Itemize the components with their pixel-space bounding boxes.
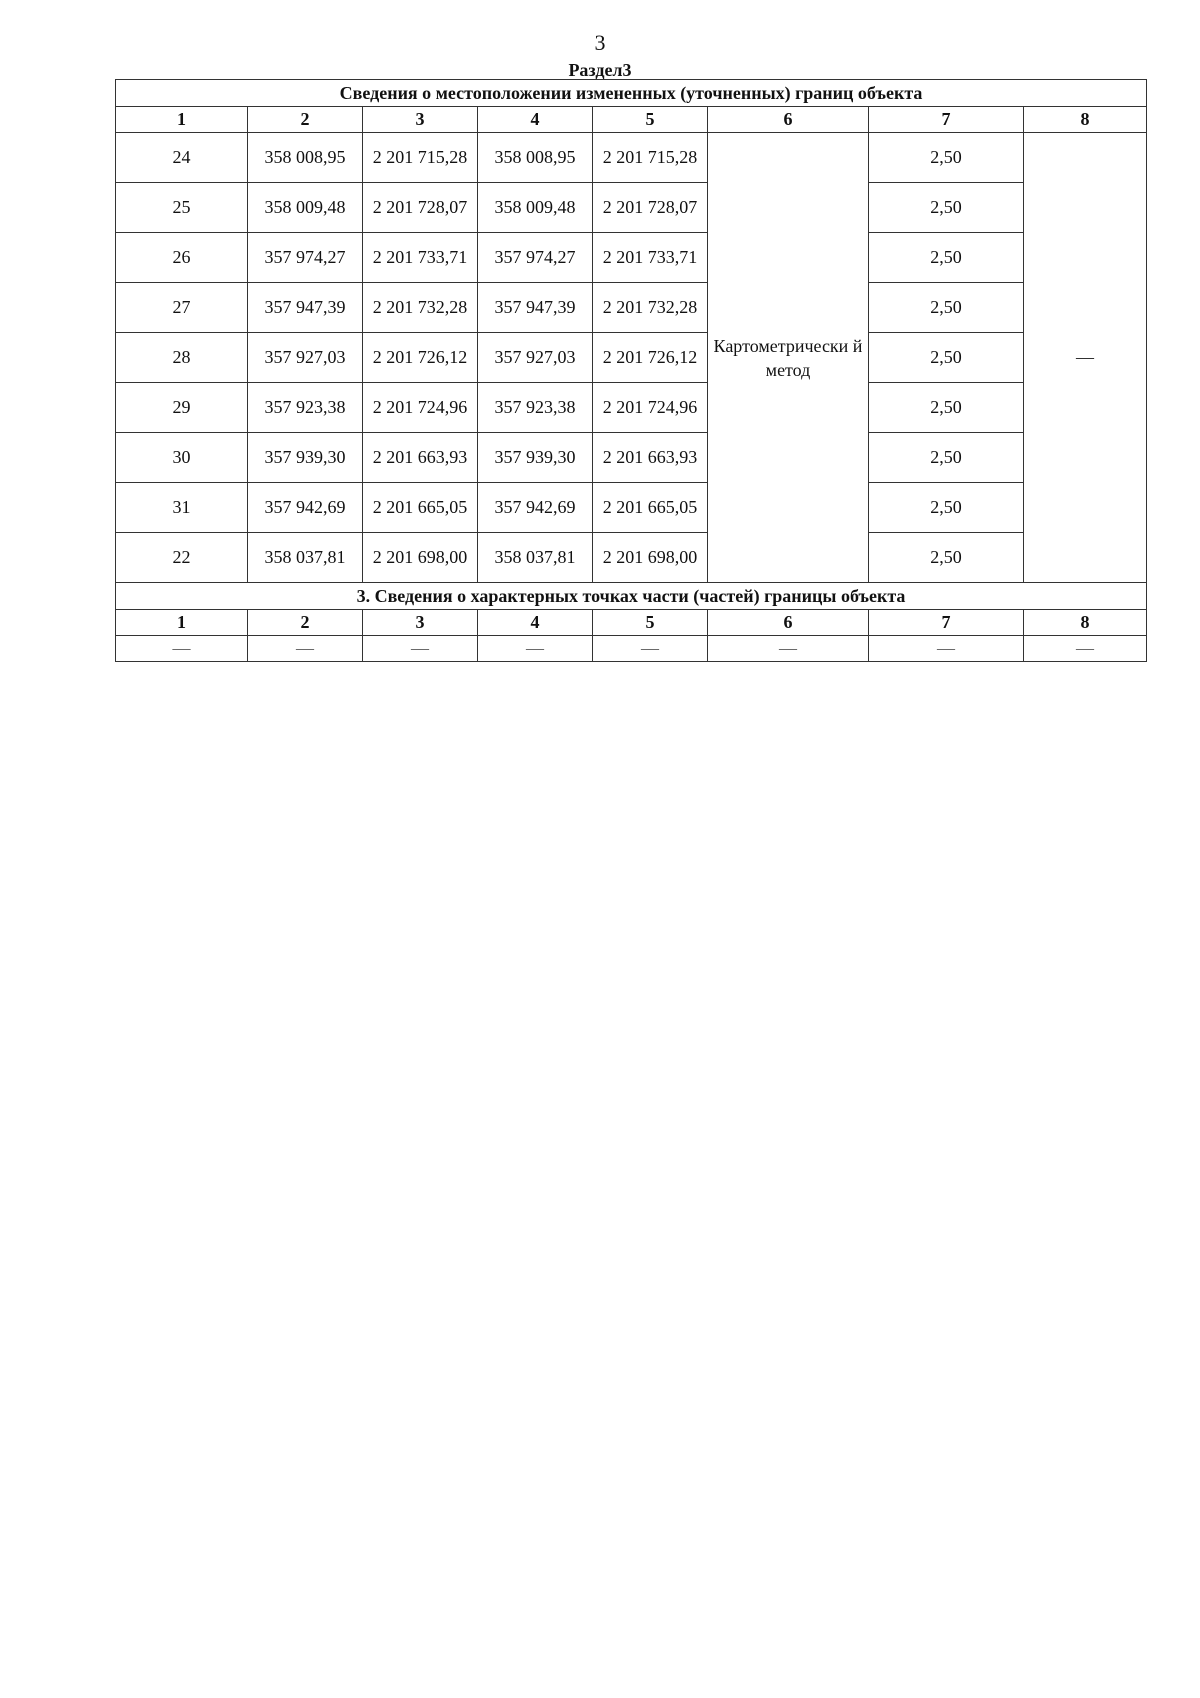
table-row <box>116 383 1147 433</box>
column-number: 4 <box>478 610 593 636</box>
empty-cell: — <box>593 636 708 662</box>
accuracy-cell: 2,50 <box>869 233 1024 283</box>
column-number: 6 <box>708 107 869 133</box>
accuracy-cell: 2,50 <box>869 383 1024 433</box>
table-body <box>116 80 1147 583</box>
section3-title: 3. Сведения о характерных точках части (частей) границы объекта <box>116 583 1147 610</box>
coordinate-cell: 358 008,95 <box>248 133 363 183</box>
coordinate-cell: 357 974,27 <box>478 233 593 283</box>
empty-cell: — <box>1024 636 1147 662</box>
column-number: 7 <box>869 107 1024 133</box>
point-number-cell: 25 <box>116 183 248 233</box>
point-number-cell: 26 <box>116 233 248 283</box>
coordinate-cell: 2 201 733,71 <box>363 233 478 283</box>
column-number: 5 <box>593 610 708 636</box>
table-row <box>116 433 1147 483</box>
section3-column-number-row <box>116 610 1147 636</box>
column-number: 6 <box>708 610 869 636</box>
table-row <box>116 483 1147 533</box>
column-number: 3 <box>363 610 478 636</box>
coordinate-cell: 357 927,03 <box>248 333 363 383</box>
coordinate-cell: 2 201 726,12 <box>363 333 478 383</box>
section3-empty-row <box>116 636 1147 662</box>
coordinate-cell: 2 201 665,05 <box>363 483 478 533</box>
point-number-cell: 22 <box>116 533 248 583</box>
coordinate-cell: 2 201 724,96 <box>593 383 708 433</box>
point-number-cell: 27 <box>116 283 248 333</box>
section-label: Раздел3 <box>568 60 632 80</box>
coordinate-cell: 358 037,81 <box>478 533 593 583</box>
coordinate-cell: 2 201 726,12 <box>593 333 708 383</box>
coordinate-cell: 357 947,39 <box>478 283 593 333</box>
accuracy-cell: 2,50 <box>869 433 1024 483</box>
empty-cell: — <box>116 636 248 662</box>
coordinate-cell: 357 942,69 <box>478 483 593 533</box>
empty-cell: — <box>869 636 1024 662</box>
table-row <box>116 283 1147 333</box>
column-number: 1 <box>116 610 248 636</box>
coordinate-cell: 357 947,39 <box>248 283 363 333</box>
column-number: 3 <box>363 107 478 133</box>
table-title-row <box>116 80 1147 107</box>
coordinate-cell: 2 201 698,00 <box>593 533 708 583</box>
empty-cell: — <box>708 636 869 662</box>
coordinate-cell: 357 942,69 <box>248 483 363 533</box>
point-number-cell: 29 <box>116 383 248 433</box>
accuracy-cell: 2,50 <box>869 183 1024 233</box>
empty-cell: — <box>478 636 593 662</box>
coordinate-cell: 2 201 732,28 <box>363 283 478 333</box>
method-cell: Картометрически й метод <box>708 133 869 583</box>
coordinate-cell: 358 037,81 <box>248 533 363 583</box>
point-number-cell: 31 <box>116 483 248 533</box>
coordinate-cell: 2 201 698,00 <box>363 533 478 583</box>
table-row <box>116 183 1147 233</box>
coordinate-cell: 357 974,27 <box>248 233 363 283</box>
column8-cell: — <box>1024 133 1147 583</box>
point-number-cell: 30 <box>116 433 248 483</box>
point-number-cell: 28 <box>116 333 248 383</box>
coordinate-cell: 358 009,48 <box>248 183 363 233</box>
coordinate-cell: 2 201 663,93 <box>593 433 708 483</box>
column-number: 2 <box>248 107 363 133</box>
coordinate-cell: 2 201 715,28 <box>593 133 708 183</box>
table-row <box>116 133 1147 183</box>
column-number: 7 <box>869 610 1024 636</box>
coordinate-cell: 2 201 728,07 <box>593 183 708 233</box>
column-number: 1 <box>116 107 248 133</box>
boundary-table <box>115 79 1147 662</box>
coordinate-cell: 357 923,38 <box>478 383 593 433</box>
accuracy-cell: 2,50 <box>869 533 1024 583</box>
coordinate-cell: 2 201 665,05 <box>593 483 708 533</box>
coordinate-cell: 357 927,03 <box>478 333 593 383</box>
section3-body <box>116 583 1147 662</box>
column-number: 8 <box>1024 107 1147 133</box>
coordinate-cell: 2 201 732,28 <box>593 283 708 333</box>
coordinate-cell: 2 201 728,07 <box>363 183 478 233</box>
column-number: 5 <box>593 107 708 133</box>
column-number: 4 <box>478 107 593 133</box>
coordinate-cell: 357 923,38 <box>248 383 363 433</box>
page-number: 3 <box>594 30 606 55</box>
coordinate-cell: 2 201 663,93 <box>363 433 478 483</box>
table-title: Сведения о местоположении измененных (уточненных) границ объекта <box>116 80 1147 107</box>
empty-cell: — <box>248 636 363 662</box>
column-number: 8 <box>1024 610 1147 636</box>
coordinate-cell: 358 008,95 <box>478 133 593 183</box>
accuracy-cell: 2,50 <box>869 333 1024 383</box>
coordinate-cell: 2 201 715,28 <box>363 133 478 183</box>
empty-cell: — <box>363 636 478 662</box>
coordinate-cell: 357 939,30 <box>478 433 593 483</box>
accuracy-cell: 2,50 <box>869 133 1024 183</box>
coordinate-cell: 2 201 733,71 <box>593 233 708 283</box>
table-row <box>116 233 1147 283</box>
column-number: 2 <box>248 610 363 636</box>
section3-title-row <box>116 583 1147 610</box>
coordinate-cell: 358 009,48 <box>478 183 593 233</box>
coordinate-cell: 357 939,30 <box>248 433 363 483</box>
table-row <box>116 533 1147 583</box>
accuracy-cell: 2,50 <box>869 483 1024 533</box>
coordinate-cell: 2 201 724,96 <box>363 383 478 433</box>
accuracy-cell: 2,50 <box>869 283 1024 333</box>
column-number-row <box>116 107 1147 133</box>
table-row <box>116 333 1147 383</box>
point-number-cell: 24 <box>116 133 248 183</box>
